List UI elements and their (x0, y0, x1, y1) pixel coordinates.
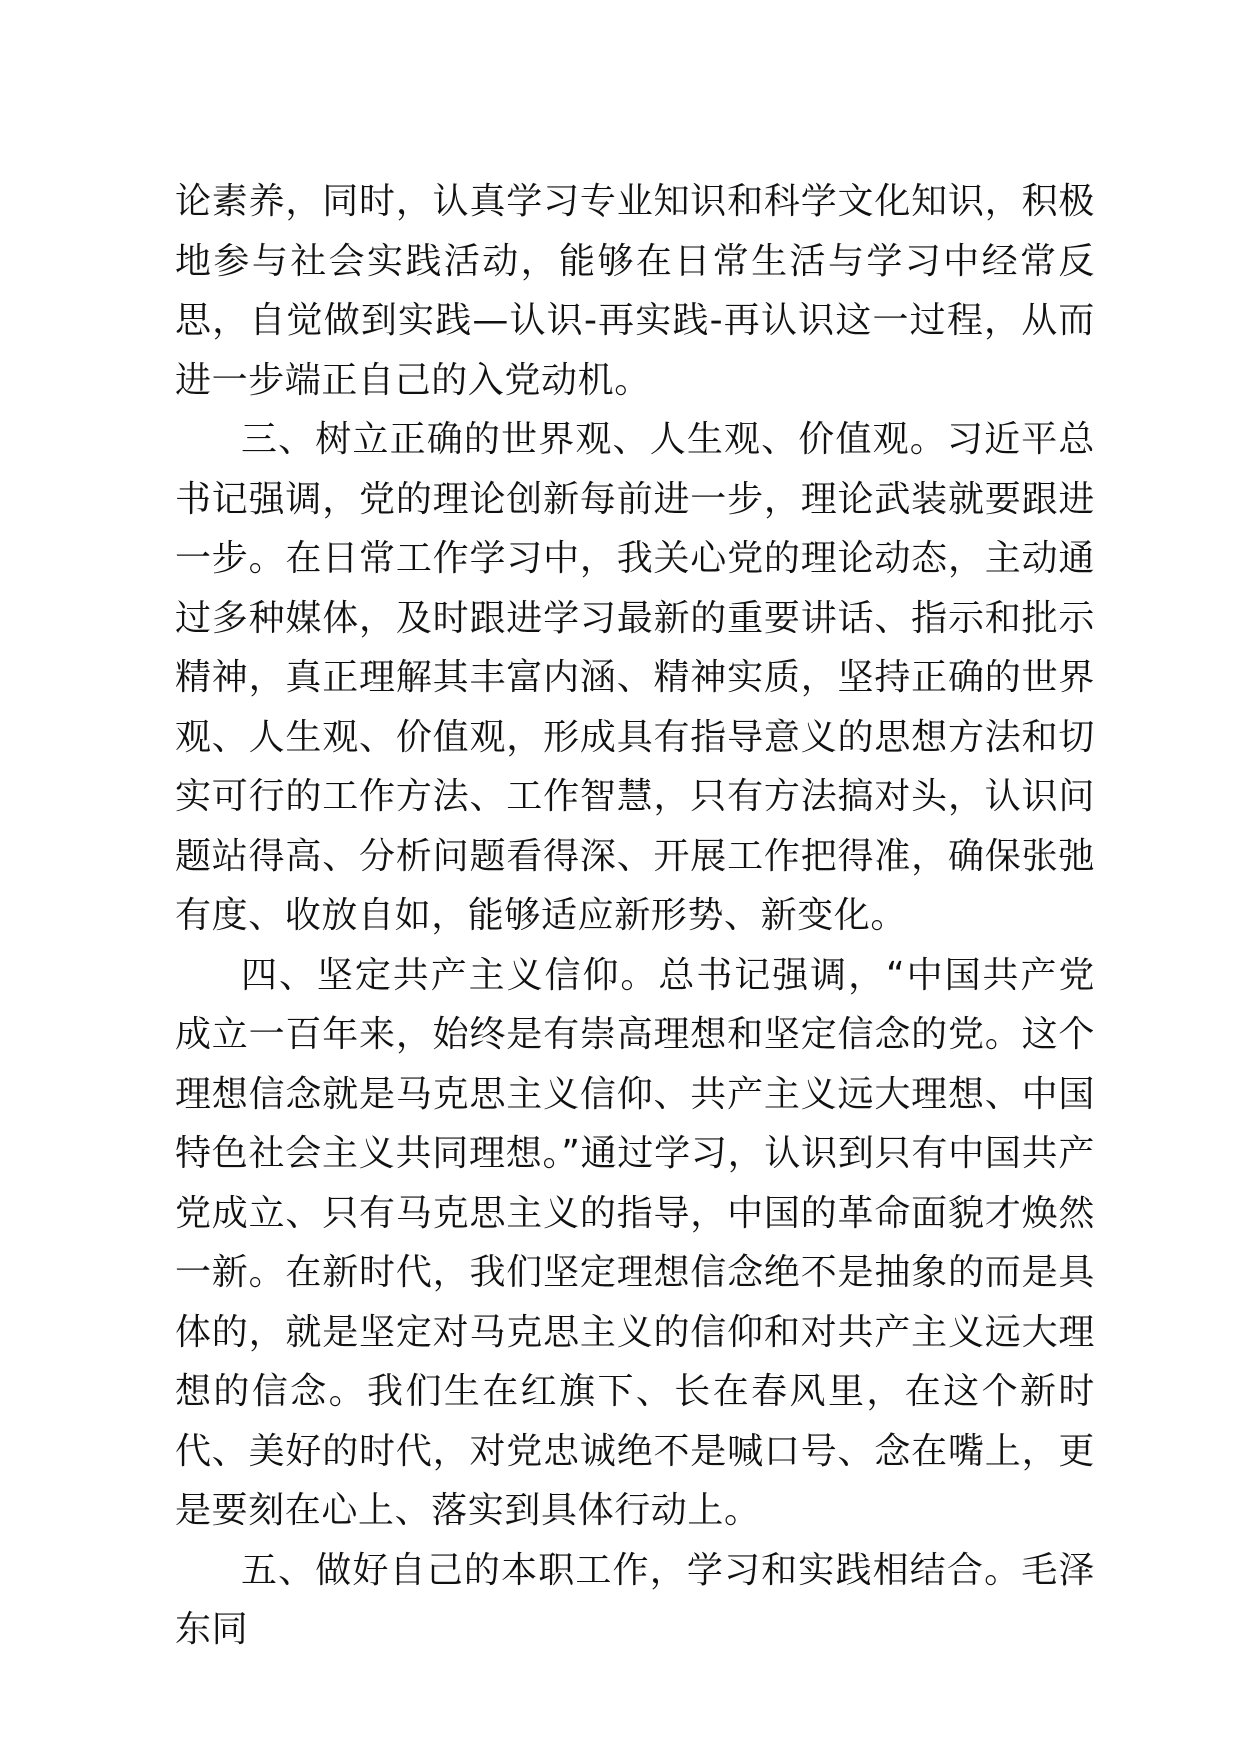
document-body (175, 172, 1095, 1660)
paragraph-section-five: 五、做好自己的本职工作，学习和实践相结合。毛泽东同 (175, 1549, 1095, 1650)
paragraph-continuation: 论素养，同时，认真学习专业知识和科学文化知识，积极地参与社会实践活动，能够在日常生活与学习中经常反思，自觉做到实践—认识-再实践-再认识这一过程，从而进一步端正自己的入党动机。 (175, 181, 1095, 401)
paragraph-section-three: 三、树立正确的世界观、人生观、价值观。习近平总书记强调，党的理论创新每前进一步，理论武装就要跟进一步。在日常工作学习中，我关心党的理论动态，主动通过多种媒体，及时跟进学习最新的重要讲话、指示和批示精神，真正理解其丰富内涵、精神实质，坚持正确的世界观、人生观、价值观，形成具有指导意义的思想方法和切实可行的工作方法、工作智慧，只有方法搞对头，认识问题站得高、分析问题看得深、开展工作把得准，确保张弛有度、收放自如，能够适应新形势、新变化。 (175, 419, 1095, 936)
paragraph-section-four: 四、坚定共产主义信仰。总书记强调，“中国共产党成立一百年来，始终是有崇高理想和坚定信念的党。这个理想信念就是马克思主义信仰、共产主义远大理想、中国特色社会主义共同理想。”通过学习，认识到只有中国共产党成立、只有马克思主义的指导，中国的革命面貌才焕然一新。在新时代，我们坚定理想信念绝不是抽象的而是具体的，就是坚定对马克思主义的信仰和对共产主义远大理想的信念。我们生在红旗下、长在春风里，在这个新时代、美好的时代，对党忠诚绝不是喊口号、念在嘴上，更是要刻在心上、落实到具体行动上。 (175, 954, 1095, 1531)
